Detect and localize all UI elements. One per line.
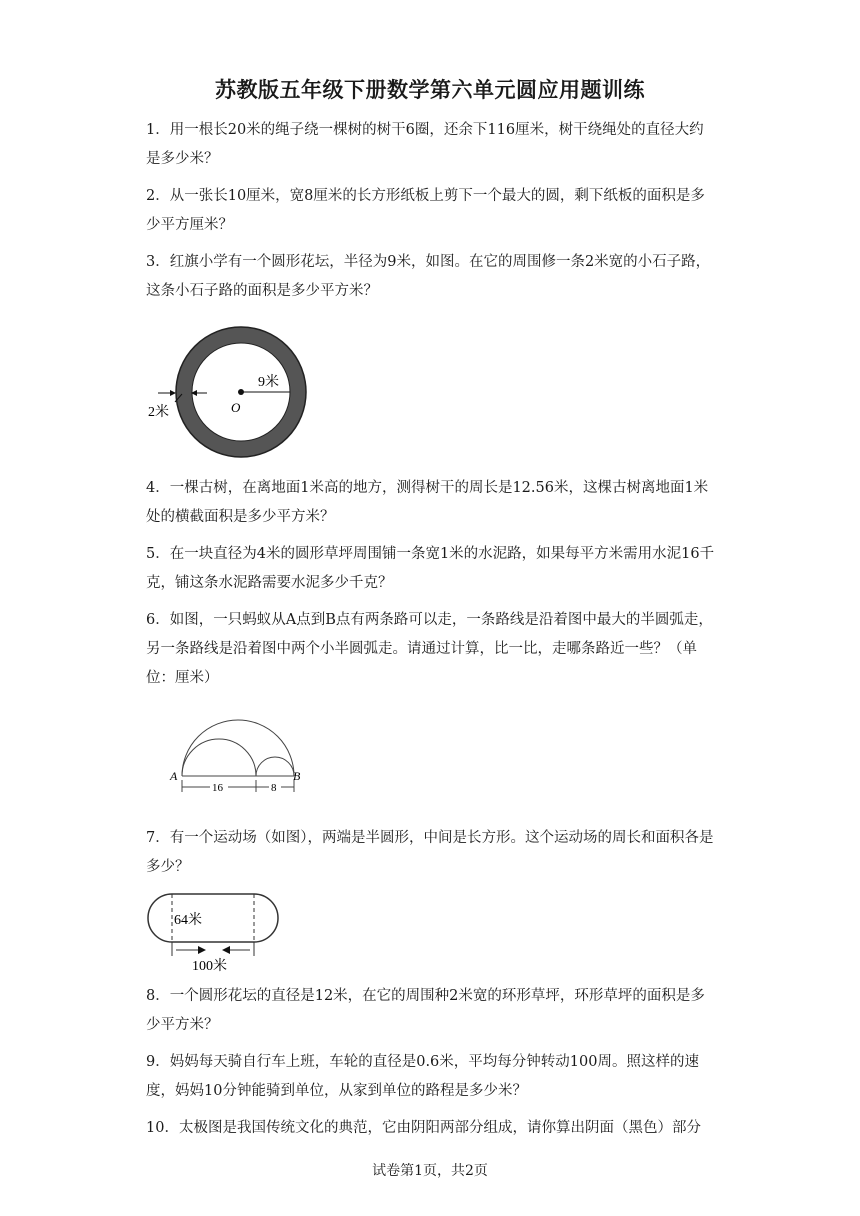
width-label: 2米 [148, 405, 169, 420]
track-figure [144, 890, 284, 974]
question-9: 9．妈妈每天骑自行车上班，车轮的直径是0.6米，平均每分钟转动100周。照这样的速度，妈妈10分钟能骑到单位，从家到单位的路程是多少米？ [146, 1054, 699, 1099]
question-4: 4．一棵古树，在离地面1米高的地方，测得树干的周长是12.56米，这棵古树离地面1米处的横截面积是多少平方米？ [146, 480, 709, 525]
question-3: 3．红旗小学有一个圆形花坛，半径为9米，如图。在它的周围修一条2米宽的小石子路，这条小石子路的面积是多少平方米？ [146, 254, 711, 299]
question-10: 10．太极图是我国传统文化的典范，它由阴阳两部分组成，请你算出阴面（黑色）部分 [146, 1120, 701, 1136]
page-footer: 试卷第1页，共2页 [372, 1163, 488, 1179]
question-5: 5．在一块直径为4米的圆形草坪周围铺一条宽1米的水泥路，如果每平方米需用水泥16千克，铺这条水泥路需要水泥多少千克？ [146, 546, 715, 591]
length-arrowhead-right [222, 946, 230, 954]
segment-16-label: 16 [212, 782, 223, 794]
length-arrowhead-left [198, 946, 206, 954]
large-semicircle [182, 720, 294, 776]
page-title: 苏教版五年级下册数学第六单元圆应用题训练 [215, 77, 645, 102]
small-semicircle [256, 757, 294, 776]
segment-8-label: 8 [271, 782, 277, 794]
ring-figure [140, 326, 320, 460]
point-a-label: A [170, 769, 178, 783]
medium-semicircle [182, 739, 256, 776]
question-2: 2．从一张长10厘米，宽8厘米的长方形纸板上剪下一个最大的圆，剩下纸板的面积是多少平方厘米？ [146, 188, 705, 233]
point-b-label: B [293, 769, 301, 783]
center-label: O [231, 400, 241, 415]
center-dot [238, 389, 244, 395]
track-outline [148, 894, 278, 942]
length-label-100: 100米 [192, 959, 227, 974]
question-1: 1．用一根长20米的绳子绕一棵树的树干6圈，还余下116厘米，树干绕绳处的直径大约是多少米？ [146, 122, 704, 167]
question-8: 8．一个圆形花坛的直径是12米，在它的周围种2米宽的环形草坪，环形草坪的面积是多少平方米？ [146, 988, 705, 1033]
arcs-figure [166, 716, 306, 798]
question-7: 7．有一个运动场（如图），两端是半圆形，中间是长方形。这个运动场的周长和面积各是多少？ [146, 830, 714, 875]
width-label-64: 64米 [174, 913, 202, 928]
question-6: 6．如图，一只蚂蚁从A点到B点有两条路可以走，一条路线是沿着图中最大的半圆弧走，另一条路线是沿着图中两个小半圆弧走。请通过计算，比一比，走哪条路近一些？（单位：厘米） [146, 612, 713, 686]
radius-label: 9米 [258, 375, 279, 390]
arrowhead-left [170, 390, 176, 396]
